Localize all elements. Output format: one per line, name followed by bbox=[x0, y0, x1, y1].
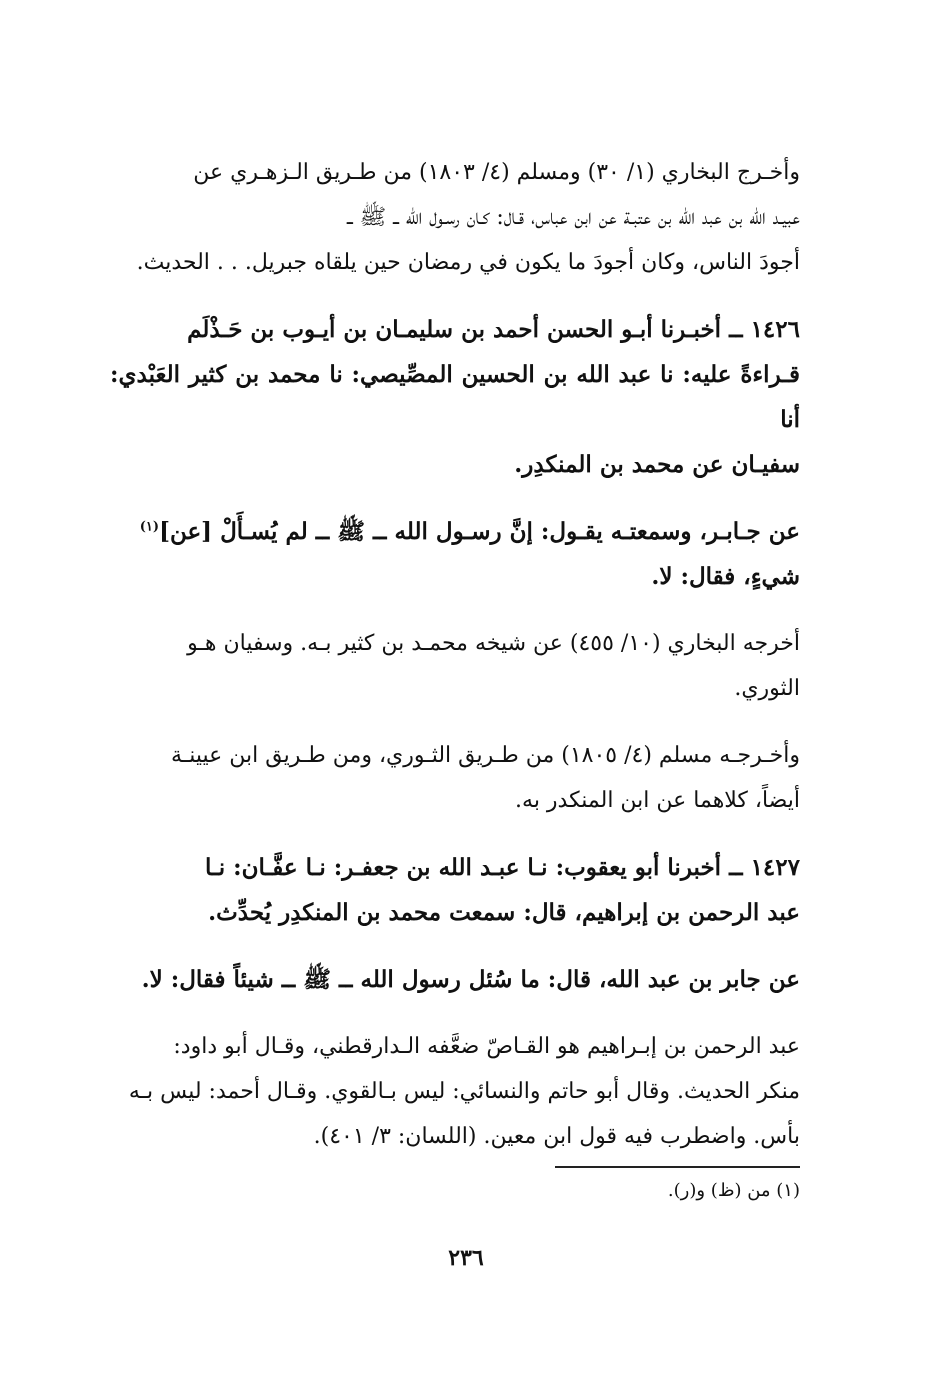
text-line: وأخـرجـه مسلم (٤/ ١٨٠٥) من طـريق الثـوري، ومن طـريق ابن عيينـة bbox=[171, 743, 800, 768]
hadith-1426-matn bbox=[110, 509, 800, 599]
text-line bbox=[110, 509, 800, 554]
hadith-number: ١٤٢٧ bbox=[750, 854, 800, 881]
footnote-divider bbox=[555, 1166, 800, 1168]
hadith-1426-isnad bbox=[110, 307, 800, 487]
paragraph-takhrij-1 bbox=[110, 621, 800, 711]
text-segment: ــ أخبـرنا أبـو الحسن أحمد بن سليمـان بن أيـوب بن حَـذْلَم bbox=[187, 316, 743, 343]
hadith-number: ١٤٢٦ bbox=[750, 316, 800, 343]
text-line: سفيـان عن محمد بن المنكدِر. bbox=[514, 451, 800, 478]
text-line: عن جابر بن عبد الله، قال: ما سُئل رسول الله ــ ﷺ ــ شيئاً فقال: لا. bbox=[141, 966, 800, 993]
text-line: شيءٍ، فقال: لا. bbox=[651, 563, 800, 590]
text-line: أيضاً، كلاهما عن ابن المنكدر به. bbox=[515, 788, 800, 813]
text-line: وأخـرج البخاري (١/ ٣٠) ومسلم (٤/ ١٨٠٣) من طـريق الـزهـري عن bbox=[193, 160, 800, 185]
text-line: أخرجه البخاري (١٠/ ٤٥٥) عن شيخه محمـد بن كثير بـه. وسفيان هـو bbox=[187, 631, 800, 656]
hadith-1427-matn bbox=[110, 957, 800, 1002]
footnote-marker: (١) bbox=[139, 519, 160, 535]
footnote: (١) من (ظ) و(ر). bbox=[667, 1180, 800, 1201]
page-body bbox=[110, 150, 800, 1181]
paragraph-commentary bbox=[110, 1024, 800, 1159]
page-number: ٢٣٦ bbox=[448, 1245, 484, 1271]
text-line bbox=[110, 307, 800, 352]
text-line: أجودَ الناس، وكان أجودَ ما يكون في رمضان حين يلقاه جبريل. . . الحديث. bbox=[136, 250, 800, 275]
text-segment: ــ أخبرنا أبو يعقوب: نـا عبـد الله بن جعفـر: نـا عفَّـان: نـا bbox=[205, 854, 743, 881]
hadith-1427-isnad bbox=[110, 845, 800, 935]
text-line bbox=[110, 845, 800, 890]
text-line: عبد الرحمن بن إبراهيم، قال: سمعت محمد بن المنكدِر يُحدِّث. bbox=[208, 899, 800, 926]
text-line: منكر الحديث. وقال أبو حاتم والنسائي: ليس بـالقوي. وقـال أحمد: ليس بـه bbox=[128, 1079, 800, 1104]
paragraph-takhrij-2 bbox=[110, 733, 800, 823]
text-line: بأس. واضطرب فيه قول ابن معين. (اللسان: ٣/ ٤٠١). bbox=[313, 1124, 800, 1149]
text-line: عبيـد الله بن عبد الله بن عتبـة عن ابن عباس، قـال: كـان رسـول الله ــ ﷺ ــ bbox=[347, 205, 800, 230]
text-line: الثوري. bbox=[734, 676, 800, 701]
text-segment: عن جـابـر، وسمعتـه يقـول: إنَّ رسـول الله ــ ﷺ ــ لم يُسـأَلْ [عن] bbox=[159, 518, 800, 545]
paragraph-1 bbox=[110, 150, 800, 285]
text-line: عبد الرحمن بن إبـراهيم هو القـاصّ ضعَّفه الـدارقطني، وقـال أبو داود: bbox=[173, 1034, 800, 1059]
text-line: قـراءةً عليه: نا عبد الله بن الحسين المصِّيصي: نا محمد بن كثير العَبْدي: أنا bbox=[110, 361, 800, 433]
